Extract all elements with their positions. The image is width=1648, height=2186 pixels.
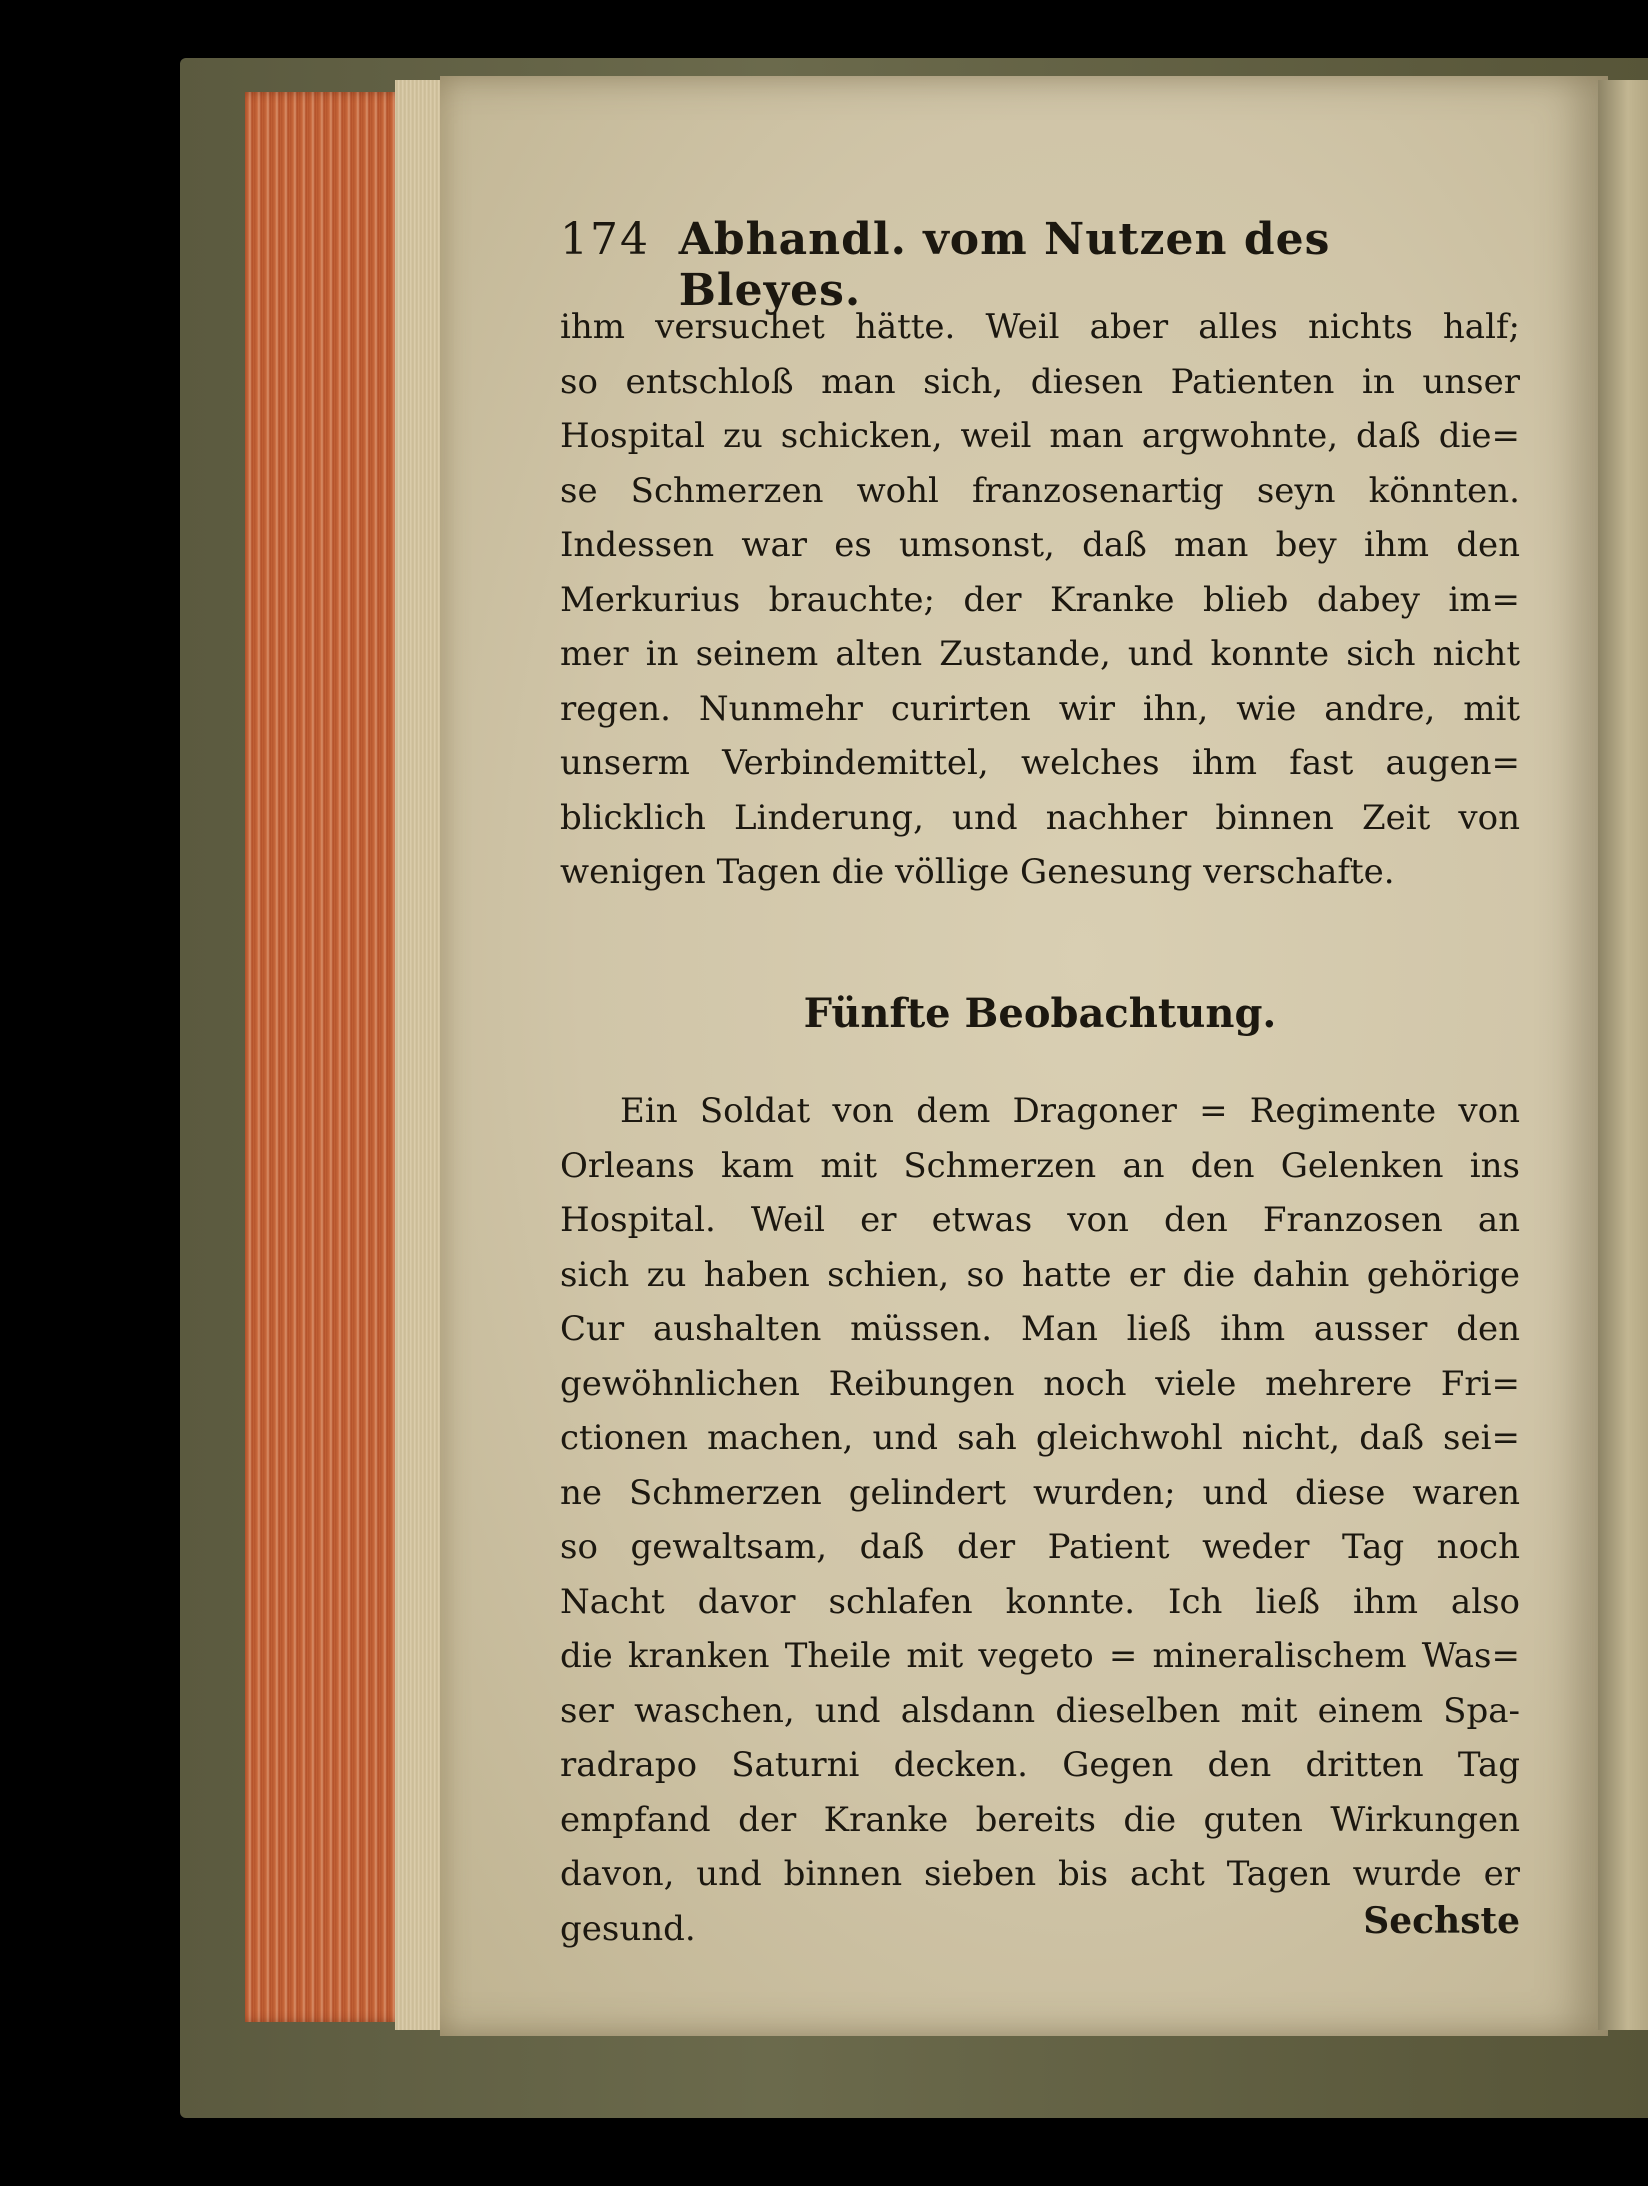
- text-line: Cur aushalten müssen. Man ließ ihm ausser den: [560, 1309, 1520, 1349]
- text-line: Hospital. Weil er etwas von den Franzosen an: [560, 1200, 1520, 1240]
- text-line: ser waschen, und alsdann dieselben mit einem Spa-: [560, 1690, 1520, 1731]
- text-line: Hospital zu schicken, weil man argwohnte, daß die=: [560, 416, 1520, 456]
- text-line: wenigen Tagen die völlige Genesung verschafte.: [560, 852, 1395, 892]
- text-line: Indessen war es umsonst, daß man bey ihm den: [560, 525, 1520, 565]
- text-line: blicklich Linderung, und nachher binnen Zeit von: [560, 797, 1520, 838]
- text-line: radrapo Saturni decken. Gegen den dritten Tag: [560, 1745, 1520, 1785]
- text-line: gesund.: [560, 1908, 696, 1949]
- paragraph-1: [560, 300, 1520, 900]
- text-line: ihm versuchet hätte. Weil aber alles nichts half;: [560, 307, 1520, 347]
- text-line: so entschloß man sich, diesen Patienten in unser: [560, 361, 1520, 402]
- paragraph-2: [560, 1084, 1520, 1956]
- text-line: regen. Nunmehr curirten wir ihn, wie andre, mit: [560, 688, 1520, 729]
- catchword: Sechste: [1363, 1900, 1520, 1942]
- text-line: Nacht davor schlafen konnte. Ich ließ ihm also: [560, 1581, 1520, 1622]
- text-line: ctionen machen, und sah gleichwohl nicht, daß sei=: [560, 1418, 1520, 1458]
- running-title: Abhandl. vom Nutzen des Bleyes.: [678, 214, 1331, 316]
- facing-page-edge: [1598, 80, 1648, 2030]
- running-head: [560, 214, 1520, 316]
- text-line: empfand der Kranke bereits die guten Wirkungen: [560, 1799, 1520, 1840]
- text-line: se Schmerzen wohl franzosenartig seyn könnten.: [560, 470, 1520, 511]
- text-line: unserm Verbindemittel, welches ihm fast augen=: [560, 743, 1520, 783]
- text-line: Ein Soldat von dem Dragoner = Regimente von: [620, 1091, 1520, 1131]
- text-line: Orleans kam mit Schmerzen an den Gelenken ins: [560, 1145, 1520, 1186]
- text-line: so gewaltsam, daß der Patient weder Tag noch: [560, 1527, 1520, 1567]
- text-line: ne Schmerzen gelindert wurden; und diese waren: [560, 1472, 1520, 1513]
- text-line: mer in seinem alten Zustande, und konnte sich nicht: [560, 634, 1520, 674]
- section-heading: Fünfte Beobachtung.: [803, 990, 1277, 1037]
- text-line: davon, und binnen sieben bis acht Tagen wurde er: [560, 1854, 1520, 1894]
- page-stack: [395, 80, 443, 2030]
- text-line: gewöhnlichen Reibungen noch viele mehrere Fri=: [560, 1363, 1520, 1404]
- text-line: Merkurius brauchte; der Kranke blieb dabey im=: [560, 579, 1520, 620]
- text-line: die kranken Theile mit vegeto = mineralischem Was=: [560, 1636, 1520, 1676]
- page-number: 174: [560, 214, 650, 265]
- text-line: sich zu haben schien, so hatte er die dahin gehörige: [560, 1254, 1520, 1295]
